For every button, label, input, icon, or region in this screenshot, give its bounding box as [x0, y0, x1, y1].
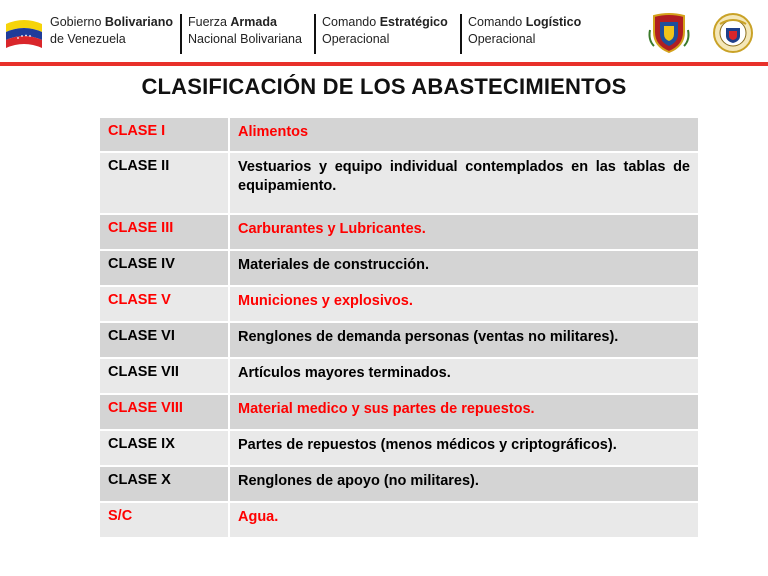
institution-line1-bold: Estratégico: [379, 15, 448, 29]
header-accent-bar: [0, 62, 768, 66]
institution-line1-bold: Logístico: [525, 15, 582, 29]
class-code: CLASE III: [100, 215, 230, 251]
class-description: Renglones de apoyo (no militares).: [230, 467, 698, 503]
institution-line1-bold: Bolivariano: [104, 15, 173, 29]
class-description: Agua.: [230, 503, 698, 539]
institution-line2: de Venezuela: [50, 32, 126, 46]
class-code: CLASE IV: [100, 251, 230, 287]
institution-line1: Comando: [468, 15, 526, 29]
venezuela-flag-icon: [4, 14, 44, 54]
class-code: CLASE VII: [100, 359, 230, 395]
shield-crest-icon: [646, 10, 692, 56]
class-code: CLASE VIII: [100, 395, 230, 431]
table-row: [100, 431, 698, 467]
table-row: [100, 251, 698, 287]
table-row: [100, 287, 698, 323]
institution-gobierno: [48, 14, 173, 54]
command-emblem-icon: [710, 10, 756, 56]
class-description: Renglones de demanda personas (ventas no militares).: [230, 323, 698, 359]
institution-line2: Operacional: [468, 32, 536, 46]
institution-fuerza-armada: [180, 14, 302, 54]
table-row: [100, 503, 698, 539]
institution-line1-bold: Armada: [230, 15, 277, 29]
table-row: [100, 215, 698, 251]
table-row: [100, 118, 698, 153]
class-code: CLASE IX: [100, 431, 230, 467]
institution-line2: Nacional Bolivariana: [188, 32, 302, 46]
class-code: CLASE V: [100, 287, 230, 323]
institution-line1: Fuerza: [188, 15, 231, 29]
class-description: Vestuarios y equipo individual contemplados en las tablas de equipamiento.: [230, 153, 698, 215]
institution-comando-logistico: [460, 14, 581, 54]
institution-line2: Operacional: [322, 32, 390, 46]
supply-classification-table: [100, 118, 698, 539]
class-description: Alimentos: [230, 118, 698, 153]
class-description: Material medico y sus partes de repuestos.: [230, 395, 698, 431]
class-code: CLASE I: [100, 118, 230, 153]
table-row: [100, 359, 698, 395]
table-row: [100, 323, 698, 359]
class-description: Artículos mayores terminados.: [230, 359, 698, 395]
class-code: S/C: [100, 503, 230, 539]
class-description: Carburantes y Lubricantes.: [230, 215, 698, 251]
class-code: CLASE X: [100, 467, 230, 503]
institution-line1: Comando: [322, 15, 380, 29]
table-row: [100, 467, 698, 503]
class-description: Materiales de construcción.: [230, 251, 698, 287]
class-code: CLASE VI: [100, 323, 230, 359]
class-description: Municiones y explosivos.: [230, 287, 698, 323]
institution-line1: Gobierno: [50, 15, 105, 29]
class-code: CLASE II: [100, 153, 230, 215]
page-title: CLASIFICACIÓN DE LOS ABASTECIMIENTOS: [141, 74, 627, 99]
table-row: [100, 153, 698, 215]
header-banner: [0, 0, 768, 64]
institution-comando-estrategico: [314, 14, 448, 54]
table-row: [100, 395, 698, 431]
class-description: Partes de repuestos (menos médicos y criptográficos).: [230, 431, 698, 467]
